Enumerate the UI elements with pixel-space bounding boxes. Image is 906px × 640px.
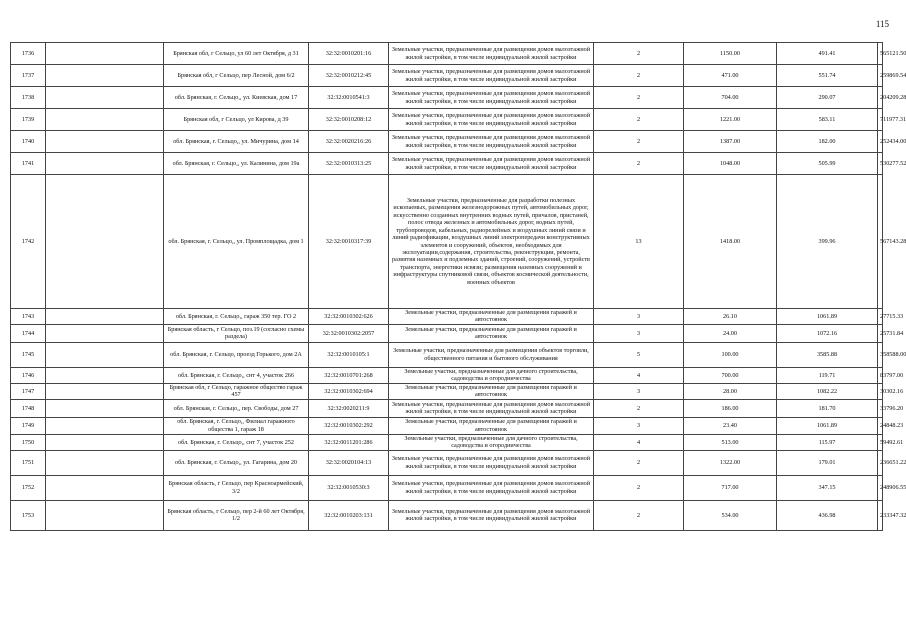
row-cadastral-number: 32:32:0010302:694 bbox=[309, 383, 389, 399]
table-row bbox=[11, 309, 883, 325]
row-land-use: Земельные участки, предназначенные для размещения домов малоэтажной жилой застройки, в том числе индивидуальной жилой застройки bbox=[389, 153, 594, 175]
row-cadastral-value: 711977.31 bbox=[878, 109, 883, 131]
row-area: 513.00 bbox=[684, 434, 777, 450]
row-cadastral-value: 567143.28 bbox=[878, 175, 883, 309]
row-land-use: Земельные участки, предназначенные для размещения объектов торговли, общественного питания и бытового обслуживания bbox=[389, 342, 594, 367]
row-cadastral-number: 32:32:0010302:626 bbox=[309, 309, 389, 325]
row-cadastral-number: 32:32:0010541:3 bbox=[309, 87, 389, 109]
page-number: 115 bbox=[875, 19, 889, 29]
row-address: Брянская обл, г Сельцо, ул Кирова, д 39 bbox=[164, 109, 309, 131]
row-address: Брянская обл, г Сельцо, пер Лесной, дом 6/2 bbox=[164, 65, 309, 87]
row-id: 1749 bbox=[11, 417, 46, 434]
row-blank-cell bbox=[46, 342, 164, 367]
row-area: 700.00 bbox=[684, 367, 777, 383]
land-cadastral-table bbox=[10, 42, 906, 531]
row-group: 3 bbox=[594, 309, 684, 325]
table-row bbox=[11, 367, 883, 383]
table-row bbox=[11, 324, 883, 342]
row-id: 1739 bbox=[11, 109, 46, 131]
row-group: 4 bbox=[594, 367, 684, 383]
row-area: 717.00 bbox=[684, 475, 777, 500]
row-cadastral-value: 565121.50 bbox=[878, 43, 883, 65]
row-group: 5 bbox=[594, 342, 684, 367]
row-blank-cell bbox=[46, 399, 164, 417]
row-cadastral-value: 259869.54 bbox=[878, 65, 883, 87]
row-blank-cell bbox=[46, 475, 164, 500]
row-cadastral-number: 32:32:0010302:292 bbox=[309, 417, 389, 434]
row-address: Брянская область, г Сельцо, поз.19 (согласно схемы раздела) bbox=[164, 324, 309, 342]
row-cadastral-number: 32:32:0011201:286 bbox=[309, 434, 389, 450]
row-land-use: Земельные участки, предназначенные для размещения домов малоэтажной жилой застройки, в том числе индивидуальной жилой застройки bbox=[389, 500, 594, 530]
row-cadastral-value: 59492.61 bbox=[878, 434, 883, 450]
table-row bbox=[11, 383, 883, 399]
row-id: 1746 bbox=[11, 367, 46, 383]
row-cadastral-value: 358588.00 bbox=[878, 342, 883, 367]
row-id: 1750 bbox=[11, 434, 46, 450]
row-cadastral-value: 33796.20 bbox=[878, 399, 883, 417]
table-row bbox=[11, 434, 883, 450]
table-row bbox=[11, 342, 883, 367]
row-group: 2 bbox=[594, 87, 684, 109]
row-land-use: Земельные участки, предназначенные для размещения домов малоэтажной жилой застройки, в том числе индивидуальной жилой застройки bbox=[389, 450, 594, 475]
row-id: 1747 bbox=[11, 383, 46, 399]
row-unit-value: 3585.88 bbox=[777, 342, 878, 367]
row-blank-cell bbox=[46, 367, 164, 383]
row-group: 3 bbox=[594, 417, 684, 434]
row-address: обл. Брянская, г. Сельцо,, Филиал гаражного общества 1, гараж 18 bbox=[164, 417, 309, 434]
row-cadastral-number: 32:32:0010530:3 bbox=[309, 475, 389, 500]
row-address: обл. Брянская, г. Сельцо,, гараж 350 тер. ГО 2 bbox=[164, 309, 309, 325]
row-blank-cell bbox=[46, 324, 164, 342]
row-id: 1752 bbox=[11, 475, 46, 500]
row-area: 1322.00 bbox=[684, 450, 777, 475]
table-body bbox=[11, 43, 906, 531]
row-id: 1744 bbox=[11, 324, 46, 342]
table-row bbox=[11, 450, 883, 475]
row-blank-cell bbox=[46, 131, 164, 153]
row-group: 2 bbox=[594, 109, 684, 131]
row-address: обл. Брянская, г. Сельцо,, ул. Мичурина, дом 14 bbox=[164, 131, 309, 153]
row-group: 2 bbox=[594, 399, 684, 417]
row-cadastral-value: 204209.28 bbox=[878, 87, 883, 109]
row-blank-cell bbox=[46, 87, 164, 109]
row-blank-cell bbox=[46, 309, 164, 325]
row-cadastral-number: 32:32:0010105:1 bbox=[309, 342, 389, 367]
table-row bbox=[11, 153, 883, 175]
row-group: 13 bbox=[594, 175, 684, 309]
row-cadastral-number: 32:32:0010701:268 bbox=[309, 367, 389, 383]
row-address: Брянская обл, г Сельцо, ул 60 лет Октября, д 31 bbox=[164, 43, 309, 65]
row-cadastral-value: 24848.23 bbox=[878, 417, 883, 434]
row-cadastral-value: 248906.55 bbox=[878, 475, 883, 500]
row-land-use: Земельные участки, предназначенные для размещения домов малоэтажной жилой застройки, в том числе индивидуальной жилой застройки bbox=[389, 131, 594, 153]
row-group: 4 bbox=[594, 434, 684, 450]
row-address: обл. Брянская, г. Сельцо,, ул. Гагарина, дом 20 bbox=[164, 450, 309, 475]
row-id: 1741 bbox=[11, 153, 46, 175]
row-land-use: Земельные участки, предназначенные для размещения гаражей и автостоянок bbox=[389, 383, 594, 399]
row-address: обл. Брянская, г. Сельцо,, снт 4, участок 266 bbox=[164, 367, 309, 383]
row-blank-cell bbox=[46, 417, 164, 434]
row-unit-value: 583.11 bbox=[777, 109, 878, 131]
row-land-use: Земельные участки, предназначенные для размещения гаражей и автостоянок bbox=[389, 309, 594, 325]
row-group: 3 bbox=[594, 324, 684, 342]
row-area: 1418.00 bbox=[684, 175, 777, 309]
table-row bbox=[11, 87, 883, 109]
row-blank-cell bbox=[46, 109, 164, 131]
row-cadastral-value: 252434.00 bbox=[878, 131, 883, 153]
table-row bbox=[11, 175, 883, 309]
row-id: 1753 bbox=[11, 500, 46, 530]
row-address: Брянская обл, г Сельцо, гаражное общество гараж 457 bbox=[164, 383, 309, 399]
row-area: 1048.00 bbox=[684, 153, 777, 175]
row-unit-value: 551.74 bbox=[777, 65, 878, 87]
row-unit-value: 347.15 bbox=[777, 475, 878, 500]
row-cadastral-number: 32:32:0010317:39 bbox=[309, 175, 389, 309]
row-area: 1387.00 bbox=[684, 131, 777, 153]
row-cadastral-number: 32:32:0020104:13 bbox=[309, 450, 389, 475]
row-cadastral-number: 32:32:0010208:12 bbox=[309, 109, 389, 131]
row-unit-value: 436.98 bbox=[777, 500, 878, 530]
table-row bbox=[11, 500, 883, 530]
row-group: 2 bbox=[594, 43, 684, 65]
row-land-use: Земельные участки, предназначенные для дачного строительства, садоводства и огородничества bbox=[389, 434, 594, 450]
row-land-use: Земельные участки, предназначенные для размещения домов малоэтажной жилой застройки, в том числе индивидуальной жилой застройки bbox=[389, 399, 594, 417]
row-blank-cell bbox=[46, 153, 164, 175]
row-cadastral-value: 530277.52 bbox=[878, 153, 883, 175]
row-blank-cell bbox=[46, 175, 164, 309]
table-row bbox=[11, 109, 883, 131]
row-cadastral-value: 25731.84 bbox=[878, 324, 883, 342]
row-area: 471.00 bbox=[684, 65, 777, 87]
row-unit-value: 1072.16 bbox=[777, 324, 878, 342]
row-unit-value: 399.96 bbox=[777, 175, 878, 309]
row-id: 1737 bbox=[11, 65, 46, 87]
row-area: 1150.00 bbox=[684, 43, 777, 65]
table-row bbox=[11, 475, 883, 500]
row-land-use: Земельные участки, предназначенные для дачного строительства, садоводства и огородничества bbox=[389, 367, 594, 383]
row-cadastral-value: 233347.32 bbox=[878, 500, 883, 530]
row-area: 186.00 bbox=[684, 399, 777, 417]
row-cadastral-value: 236651.22 bbox=[878, 450, 883, 475]
row-cadastral-number: 32:32:0010201:16 bbox=[309, 43, 389, 65]
row-land-use: Земельные участки, предназначенные для размещения домов малоэтажной жилой застройки, в том числе индивидуальной жилой застройки bbox=[389, 65, 594, 87]
row-group: 2 bbox=[594, 475, 684, 500]
row-blank-cell bbox=[46, 65, 164, 87]
row-area: 1221.00 bbox=[684, 109, 777, 131]
row-land-use: Земельные участки, предназначенные для размещения гаражей и автостоянок bbox=[389, 417, 594, 434]
row-group: 3 bbox=[594, 383, 684, 399]
row-address: Брянская область, г Сельцо, пер 2-й 60 лет Октября, 1/2 bbox=[164, 500, 309, 530]
row-land-use: Земельные участки, предназначенные для размещения домов малоэтажной жилой застройки, в том числе индивидуальной жилой застройки bbox=[389, 475, 594, 500]
table-row bbox=[11, 417, 883, 434]
row-address: обл. Брянская, г. Сельцо,, ул. Киевская, дом 17 bbox=[164, 87, 309, 109]
row-id: 1751 bbox=[11, 450, 46, 475]
row-land-use: Земельные участки, предназначенные для размещения домов малоэтажной жилой застройки, в том числе индивидуальной жилой застройки bbox=[389, 87, 594, 109]
row-land-use: Земельные участки, предназначенные для размещения домов малоэтажной жилой застройки, в том числе индивидуальной жилой застройки bbox=[389, 43, 594, 65]
table-row bbox=[11, 43, 883, 65]
row-unit-value: 115.97 bbox=[777, 434, 878, 450]
row-group: 2 bbox=[594, 131, 684, 153]
row-group: 2 bbox=[594, 65, 684, 87]
table-row bbox=[11, 399, 883, 417]
row-id: 1738 bbox=[11, 87, 46, 109]
row-cadastral-number: 32:32:0020216:26 bbox=[309, 131, 389, 153]
row-blank-cell bbox=[46, 43, 164, 65]
row-id: 1743 bbox=[11, 309, 46, 325]
row-cadastral-number: 32:32:0020211:9 bbox=[309, 399, 389, 417]
row-address: обл. Брянская, г. Сельцо,, ул. Промплощадка, дом 1 bbox=[164, 175, 309, 309]
row-address: обл. Брянская, г. Сельцо,, снт 7, участок 252 bbox=[164, 434, 309, 450]
row-cadastral-value: 30302.16 bbox=[878, 383, 883, 399]
row-land-use: Земельные участки, предназначенные для размещения домов малоэтажной жилой застройки, в том числе индивидуальной жилой застройки bbox=[389, 109, 594, 131]
row-address: Брянская область, г Сельцо, пер Красноармейский, 3/2 bbox=[164, 475, 309, 500]
row-unit-value: 290.07 bbox=[777, 87, 878, 109]
row-area: 100.00 bbox=[684, 342, 777, 367]
row-unit-value: 181.70 bbox=[777, 399, 878, 417]
row-blank-cell bbox=[46, 500, 164, 530]
row-unit-value: 491.41 bbox=[777, 43, 878, 65]
row-unit-value: 1082.22 bbox=[777, 383, 878, 399]
row-unit-value: 179.01 bbox=[777, 450, 878, 475]
row-group: 2 bbox=[594, 450, 684, 475]
row-address: обл. Брянская, г. Сельцо, проезд Горького, дом 2А bbox=[164, 342, 309, 367]
table-row bbox=[11, 65, 883, 87]
row-unit-value: 1061.89 bbox=[777, 417, 878, 434]
row-cadastral-number: 32:32:0010313:25 bbox=[309, 153, 389, 175]
row-cadastral-value: 83797.00 bbox=[878, 367, 883, 383]
row-id: 1740 bbox=[11, 131, 46, 153]
row-area: 534.00 bbox=[684, 500, 777, 530]
row-group: 2 bbox=[594, 153, 684, 175]
row-cadastral-number: 32:32:0010203:131 bbox=[309, 500, 389, 530]
row-unit-value: 119.71 bbox=[777, 367, 878, 383]
row-id: 1736 bbox=[11, 43, 46, 65]
row-id: 1742 bbox=[11, 175, 46, 309]
row-blank-cell bbox=[46, 434, 164, 450]
table-row bbox=[11, 131, 883, 153]
row-group: 2 bbox=[594, 500, 684, 530]
row-area: 23.40 bbox=[684, 417, 777, 434]
row-land-use: Земельные участки, предназначенные для размещения гаражей и автостоянок bbox=[389, 324, 594, 342]
row-area: 704.00 bbox=[684, 87, 777, 109]
row-cadastral-value: 27715.33 bbox=[878, 309, 883, 325]
row-id: 1748 bbox=[11, 399, 46, 417]
row-cadastral-number: 32:32:0010212:45 bbox=[309, 65, 389, 87]
row-id: 1745 bbox=[11, 342, 46, 367]
row-land-use: Земельные участки, предназначенные для разработки полезных ископаемых, размещения железнодорожных путей, автомобильных дорог, искусственно созданных внутренних водных путей, причалов, пристаней, полос отвода железных и автомобильных дорог, водных путей, трубопроводов, кабельных, радиорелейных и воздушных линий связи и линий радиофикации, воздушных линий электропередачи конструктивных элементов и сооружений, объектов, необходимых для эксплуатации,содержания, строительства, реконструкции, ремонта, развития наземных и подземных зданий, строений, сооружений, устройств транспорта, энергетики нсвязи; размещения наземных сооружений и инфраструктуры спутниковой связи, объектов космической деятельности, военных объектов bbox=[389, 175, 594, 309]
row-address: обл. Брянская, г. Сельцо,, ул. Калинина, дом 19а bbox=[164, 153, 309, 175]
row-unit-value: 505.99 bbox=[777, 153, 878, 175]
row-cadastral-number: 32:32:0010302:2057 bbox=[309, 324, 389, 342]
row-area: 26.10 bbox=[684, 309, 777, 325]
row-blank-cell bbox=[46, 383, 164, 399]
row-unit-value: 1061.89 bbox=[777, 309, 878, 325]
row-area: 24.00 bbox=[684, 324, 777, 342]
row-unit-value: 182.00 bbox=[777, 131, 878, 153]
row-area: 28.00 bbox=[684, 383, 777, 399]
row-address: обл. Брянская, г. Сельцо,, пер. Свободы, дом 27 bbox=[164, 399, 309, 417]
row-blank-cell bbox=[46, 450, 164, 475]
